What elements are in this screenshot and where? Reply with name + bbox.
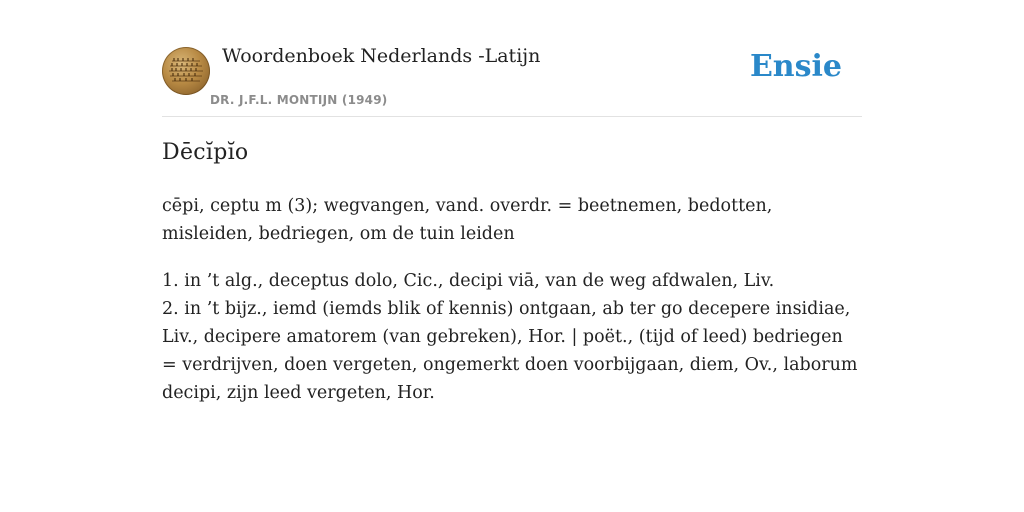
definition-sense-1: 1. in ’t alg., deceptus dolo, Cic., decipi viā, van de weg afdwalen, Liv. [162,271,775,291]
definition-intro: cēpi, ceptu m (3); wegvangen, vand. overdr. = beetnemen, bedotten, misleiden, bedriegen, om de tuin leiden [162,196,773,244]
main-container [162,0,862,403]
coin-inscription-icon[interactable] [162,47,210,95]
entry-headword: Dēcĭpĭo [162,140,249,165]
definition-senses [162,267,862,407]
book-author: DR. J.F.L. MONTIJN (1949) [210,93,388,107]
book-title[interactable]: Woordenboek Nederlands -Latijn [222,45,541,67]
ensie-logo-link[interactable]: Ensie [749,49,842,84]
coin-engraving [162,47,210,95]
page-header [162,0,862,117]
entry-definition [162,192,862,407]
definition-sense-2: 2. in ’t bijz., iemd (iemds blik of kennis) ontgaan, ab ter go decepere insidiae, Liv., decipere amatorem (van gebreken), Hor. | poët., (tijd of leed) bedriegen = verdrijven, doen vergeten, ongemerkt doen voorbijgaan, diem, Ov., laborum decipi, zijn leed vergeten, Hor. [162,299,858,403]
